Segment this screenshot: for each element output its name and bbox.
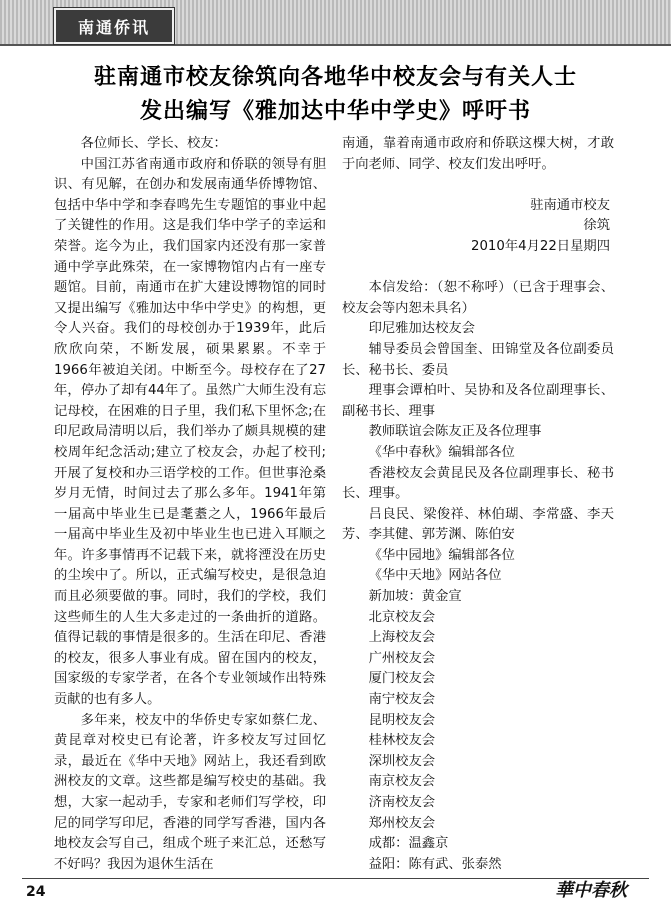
recipient-item: 益阳：陈有武、张泰然 [368,856,502,872]
recipient-item: 吕良民、梁俊祥、林伯瑚、李常盛、李天芳、李其健、郭芳渊、陈伯安 [342,506,614,543]
page-number: 24 [26,884,46,900]
distribution-intro: 本信发给：（恕不称呼）（已含于理事会、校友会等内恕未具名） [342,280,614,316]
recipient-item: 《华中春秋》编辑部各位 [368,444,515,460]
recipient-item: 成都：温鑫京 [368,836,449,852]
header-rule [0,44,671,46]
recipient-item: 济南校友会 [368,795,436,810]
recipient-item: 桂林校友会 [368,733,436,749]
recipient-item: 理事会谭柏叶、吴协和及各位副理事长、副秘书长、理事 [342,383,614,419]
recipient-item: 印尼雅加达校友会 [368,321,475,337]
body-paragraph-1: 中国江苏省南通市政府和侨联的领导有胆识、有见解，在创办和发展南通华侨博物馆、包括中华中学和李春鸣先生专题馆的事业中起了关键性的作用。这是我们华中学子的幸运和荣誉。迄今为止，我们国家内还没有那一家普通中学享此殊荣，在一家博物馆内占有一座专题馆。目前，南通市在扩大建设博物馆的同时又提出编写《雅加达中华中学史》的构想，更令人兴奋。我们的母校创办于1939年，此后欣欣向荣，不断发展，硕果累累。不幸于1966年被迫关闭。中断至今。母校存在了27年，停办了却有44年了。虽然广大师生没有忘记母校，在困难的日子里，我们私下里怀念;在印尼政局清明以后，我们举办了颇具规模的建校周年纪念活动;建立了校友会，办起了校刊;开展了复校和办三语学校的工作。但世事沧桑岁月无情，时间过去了那么多年。1941年第一届高中毕业生已是耄耋之人，1966年最后一届高中毕业生及初中毕业生也已进入耳顺之年。许多事情再不记载下来，就将湮没在历史的尘埃中了。所以，正式编写校史，是很急迫而且必须要做的事。同时，我们的学校，我们这些师生的人生大多走过的一条曲折的道路。值得记载的事情是很多的。生活在印尼、香港的校友，很多人事业有成。留在国内的校友，国家级的专家学者，在各个专业领域作出特殊贡献的也有多人。 [54,156,326,708]
body-paragraph-2: 多年来，校友中的华侨史专家如蔡仁龙、黄昆章对校史已有论著，许多校友写过回忆录，最近在《华中天地》网站上，我还看到欧洲校友的文章。这些都是编写校史的基础。我想，大家一起动手，专家和老师们写学校，印尼的同学写印尼，香港的同学写香港，国内各地校友会写自己，组成个班子来汇总，还愁写不好吗？我因为退休生活在 [54,712,326,872]
recipient-item: 南宁校友会 [368,692,436,708]
magazine-logo: 華中春秋 [555,880,627,901]
right-column [342,134,614,875]
signature-org: 驻南通市校友 [530,197,610,213]
signature-name: 徐筑 [583,218,610,234]
article-title-line1: 驻南通市校友徐筑向各地华中校友会与有关人士 [93,65,577,90]
recipient-item: 深圳校友会 [368,753,436,769]
recipient-item: 香港校友会黄昆民及各位副理事长、秘书长、理事。 [342,465,614,502]
recipient-item: 厦门校友会 [368,671,436,687]
recipient-item: 上海校友会 [368,630,436,646]
recipient-item: 《华中园地》编辑部各位 [368,547,515,563]
signature-date: 2010年4月22日星期四 [470,238,610,254]
recipient-item: 广州校友会 [368,650,436,666]
recipient-item: 郑州校友会 [368,815,436,831]
recipient-item: 教师联谊会陈友正及各位理事 [368,424,542,440]
salutation: 各位师长、学长、校友： [80,136,227,151]
recipient-item: 南京校友会 [368,774,436,790]
body-paragraph-continued: 南通，靠着南通市政府和侨联这棵大树，才敢于向老师、同学、校友们发出呼吁。 [342,136,614,172]
recipient-item: 《华中天地》网站各位 [368,568,502,584]
recipient-item: 新加坡：黄金宣 [368,589,462,605]
recipient-item: 昆明校友会 [368,712,436,728]
section-tag [54,8,174,44]
recipient-item: 北京校友会 [368,609,436,625]
section-tag-label: 南通侨讯 [77,17,150,37]
recipient-list [342,319,614,875]
recipient-item: 辅导委员会曾国奎、田锦堂及各位副委员长、秘书长、委员 [342,341,614,378]
article-title-line2: 发出编写《雅加达中华中学史》呼吁书 [139,99,531,124]
left-column [54,134,326,875]
